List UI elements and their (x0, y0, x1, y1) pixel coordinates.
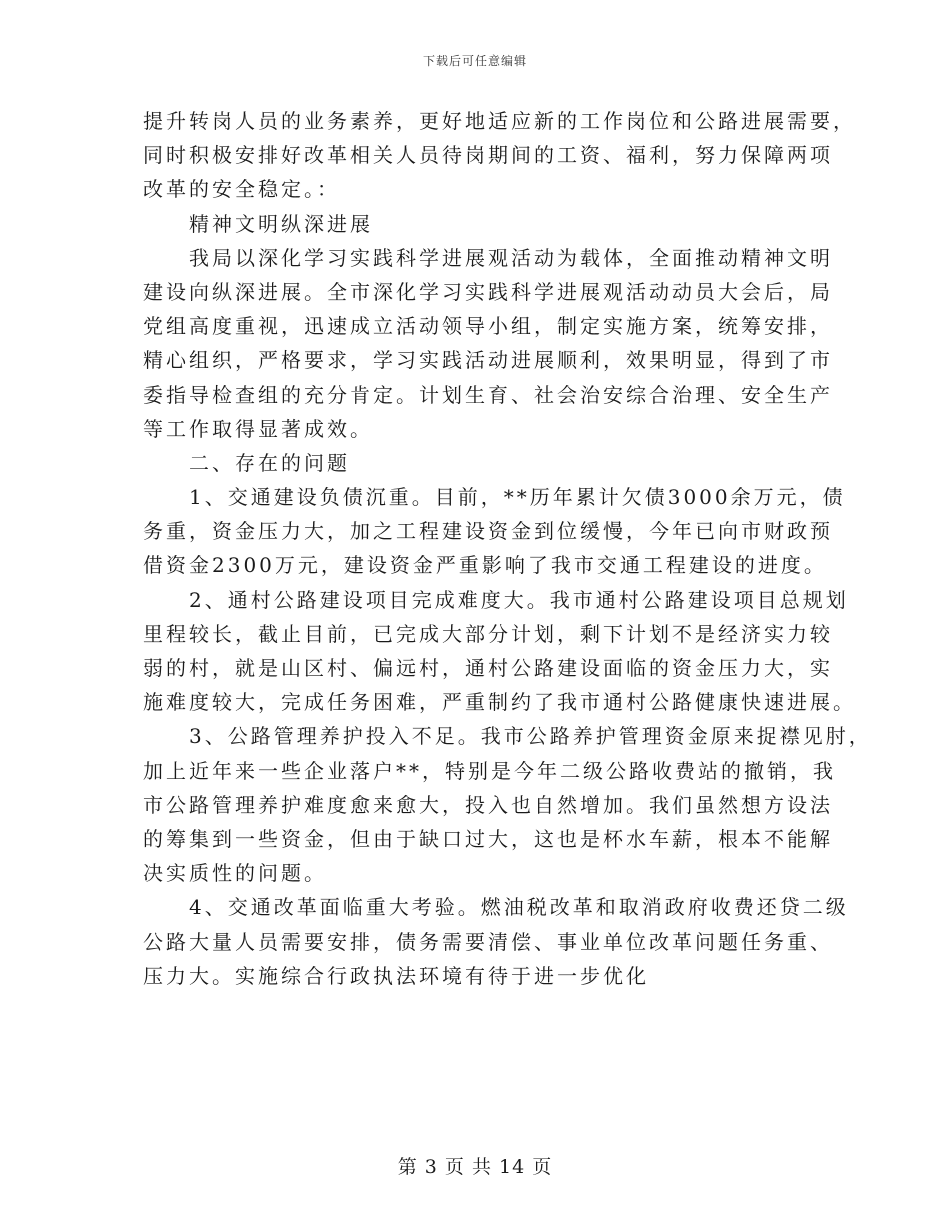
text-line: 4、交通改革面临重大考验。燃油税改革和取消政府收费还贷二级 (143, 895, 849, 920)
text-line: 二、存在的问题 (143, 450, 350, 475)
text-line: 我局以深化学习实践科学进展观活动为载体，全面推动精神文明 (143, 245, 833, 270)
text-line: 弱的村，就是山区村、偏远村，通村公路建设面临的资金压力大，实 (143, 656, 833, 680)
text-line: 公路大量人员需要安排，债务需要清偿、事业单位改革问题任务重、 (143, 929, 833, 954)
page-footer: 第 3 页 共 14 页 (397, 1156, 553, 1178)
text-line: 2、通村公路建设项目完成难度大。我市通村公路建设项目总规划 (143, 587, 849, 612)
text-line: 委指导检查组的充分肯定。计划生育、社会治安综合治理、安全生产 (143, 382, 833, 407)
text-line: 精心组织，严格要求，学习实践活动进展顺利，效果明显，得到了市 (143, 348, 833, 373)
document-body (143, 104, 872, 993)
text-line: 党组高度重视，迅速成立活动领导小组，制定实施方案，统筹安排， (143, 314, 833, 339)
text-line: 压力大。实施综合行政执法环境有待于进一步优化 (143, 963, 649, 988)
text-line: 借资金2300万元，建设资金严重影响了我市交通工程建设的进度。 (143, 553, 827, 578)
text-line: 等工作取得显著成效。 (143, 416, 373, 441)
text-line: 3、公路管理养护投入不足。我市公路养护管理资金原来捉襟见肘， (143, 724, 872, 749)
text-line: 建设向纵深进展。全市深化学习实践科学进展观活动动员大会后，局 (143, 279, 833, 304)
text-line: 施难度较大，完成任务困难，严重制约了我市通村公路健康快速进展。 (143, 690, 856, 715)
text-line: 改革的安全稳定。： (143, 177, 340, 202)
text-line: 决实质性的问题。 (143, 861, 327, 886)
text-line: 加上近年来一些企业落户**，特别是今年二级公路收费站的撤销，我 (143, 758, 836, 783)
text-line: 里程较长，截止目前，已完成大部分计划，剩下计划不是经济实力较 (143, 621, 833, 646)
text-line: 1、交通建设负债沉重。目前，**历年累计欠债3000余万元，债 (143, 485, 846, 510)
text-line: 同时积极安排好改革相关人员待岗期间的工资、福利，努力保障两项 (143, 143, 833, 168)
text-line: 市公路管理养护难度愈来愈大，投入也自然增加。我们虽然想方设法 (143, 792, 833, 817)
text-line: 精神文明纵深进展 (143, 211, 373, 236)
text-line: 提升转岗人员的业务素养，更好地适应新的工作岗位和公路进展需要， (143, 109, 856, 133)
page-header: 下载后可任意编辑 (422, 54, 527, 68)
text-line: 的筹集到一些资金，但由于缺口过大，这也是杯水车薪，根本不能解 (143, 826, 833, 851)
text-line: 务重，资金压力大，加之工程建设资金到位缓慢，今年已向市财政预 (143, 519, 833, 544)
